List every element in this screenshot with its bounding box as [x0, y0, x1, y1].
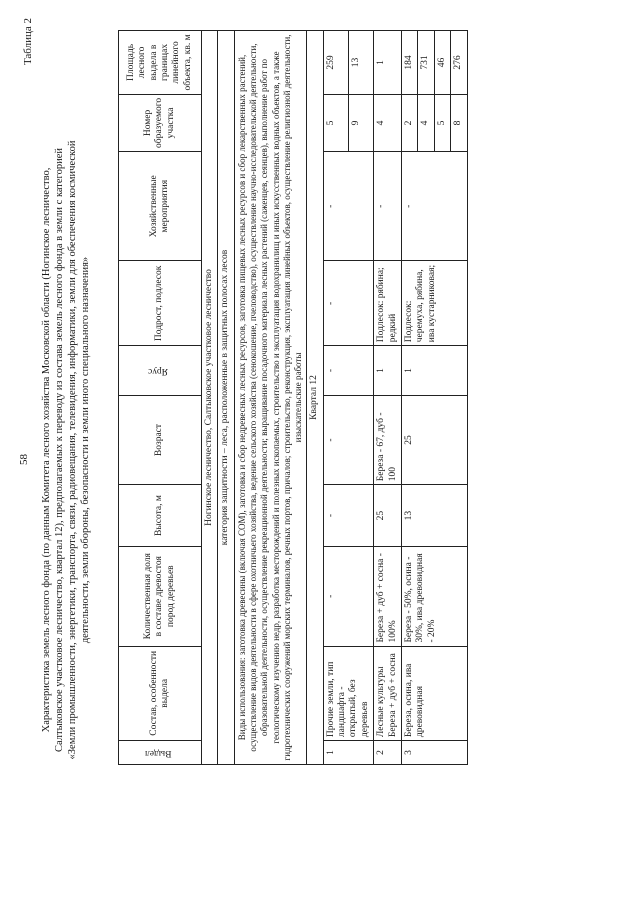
cell-ploshad: 13	[348, 31, 373, 95]
cell-ploshad: 259	[323, 31, 348, 95]
section-row	[307, 31, 323, 765]
cell-nomer: 2	[402, 94, 418, 151]
cell-nomer: 9	[348, 94, 373, 151]
cell-nomer: 5	[323, 94, 348, 151]
cell-sostav: Лесные культуры Береза + дуб + сосна	[374, 646, 402, 741]
header-vozrast: Возраст	[119, 395, 202, 484]
header-row	[119, 31, 202, 765]
cell-ploshad: 1	[374, 31, 402, 95]
cell-nomer: 4	[374, 94, 402, 151]
section-row	[202, 31, 218, 765]
cell-yarus: 1	[402, 346, 468, 396]
cell-sostav: Прочие земли, тип ландшафта - открытый, без деревьев	[323, 646, 374, 741]
cell-podrost: Подлесок: черемуха, рябина, ива кустарниковая;	[402, 261, 468, 346]
caption-line-4: деятельности, земли обороны, безопасности и земли иного специального назначения»	[80, 256, 92, 644]
page-number: 58	[18, 454, 30, 465]
cell-yarus: 1	[374, 346, 402, 396]
cell-kolich: Береза + дуб + сосна - 100%	[374, 546, 402, 646]
cell-vozrast: -	[323, 395, 374, 484]
table-row	[402, 31, 418, 765]
cell-sostav: Береза, осина, ива древовидная	[402, 646, 468, 741]
cell-vysota: 25	[374, 485, 402, 547]
section-row	[218, 31, 234, 765]
table-reference: Таблица 2	[22, 18, 34, 66]
caption-line-1: Характеристика земель лесного фонда (по данным Комитета лесного хозяйства Московской области (Ногинское лесничество,	[41, 167, 52, 733]
header-nomer: Номер образуемого участка	[119, 94, 202, 151]
cell-meropr: -	[374, 152, 402, 261]
cell-vozrast: 25	[402, 395, 468, 484]
header-yarus: Ярус	[119, 346, 202, 396]
header-sostav: Состав, особенности выдела	[119, 646, 202, 741]
cell-kolich: Береза - 50%, осина - 30%, ива древовидная - 20%	[402, 546, 468, 646]
section-usage: Виды использования: заготовка древесины (включая СОМ), заготовка и сбор недревесных лесных ресурсов, заготовка пищевых лесных ресурсов и сбор лекарственных растений, осуществление видов деятельности в сфере охотничьего хозяйства, ведение сельского хозяйства (сенокошение, пчеловодство), осуществление научно-исследовательской деятельности, образовательной деятельности, осуществление рекреационной деятельности; выращивание посадочного материала лесных растений (саженцев, сеянцев), выполнение работ по геологическому изучению недр, разработка месторождений и полезных ископаемых, строительство и эксплуатация водохранилищ и иных искусственных водных объектов, а также гидротехнических сооружений морских терминалов, речных портов, причалов; строительство, реконструкция, эксплуатация линейных объектов, осуществление религиозной деятельности, изыскательские работы	[234, 31, 307, 765]
header-meropr: Хозяйственные мероприятия	[119, 152, 202, 261]
cell-nomer: 4	[418, 94, 434, 151]
cell-vydel: 3	[402, 741, 468, 765]
section-row	[234, 31, 307, 765]
table-row	[323, 31, 348, 765]
cell-ploshad: 731	[418, 31, 434, 95]
cell-vysota: -	[323, 485, 374, 547]
cell-meropr: -	[402, 152, 468, 261]
forest-land-table	[118, 30, 468, 765]
header-kolich: Количественная доля в составе древостоя пород деревьев	[119, 546, 202, 646]
cell-kolich: -	[323, 546, 374, 646]
header-ploshad: Площадь лесного выдела в границах линейного объекта, кв. м	[119, 31, 202, 95]
header-podrost: Подрост, подлесок	[119, 261, 202, 346]
cell-podrost: Подлесок: рябина; редкий	[374, 261, 402, 346]
cell-ploshad: 184	[402, 31, 418, 95]
header-vysota: Высота, м	[119, 485, 202, 547]
section-kvartal: Квартал 12	[307, 31, 323, 765]
table-caption	[40, 125, 93, 775]
cell-vozrast: Береза - 67, дуб - 100	[374, 395, 402, 484]
header-vydel: Выдел	[119, 741, 202, 765]
cell-yarus: -	[323, 346, 374, 396]
caption-line-3: «Земли промышленности, энергетики, транспорта, связи, радиовещания, телевидения, информатики, земли для обеспечения космической	[67, 140, 79, 760]
cell-ploshad: 276	[451, 31, 467, 95]
cell-vysota: 13	[402, 485, 468, 547]
cell-ploshad: 46	[434, 31, 450, 95]
cell-podrost: -	[323, 261, 374, 346]
caption-line-2: Салтыковское участковое лесничество, квартал 12), предполагаемых к переводу из состава земель лесного фонда в земли с категорией	[54, 148, 66, 752]
cell-nomer: 8	[451, 94, 467, 151]
section-lesnichestvo: Ногинское лесничество, Салтыковское участковое лесничество	[202, 31, 218, 765]
cell-meropr: -	[323, 152, 374, 261]
cell-nomer: 5	[434, 94, 450, 151]
cell-vydel: 2	[374, 741, 402, 765]
table-row	[374, 31, 402, 765]
section-kategoria: категория защитности – леса, расположенные в защитных полосах лесов	[218, 31, 234, 765]
cell-vydel: 1	[323, 741, 374, 765]
